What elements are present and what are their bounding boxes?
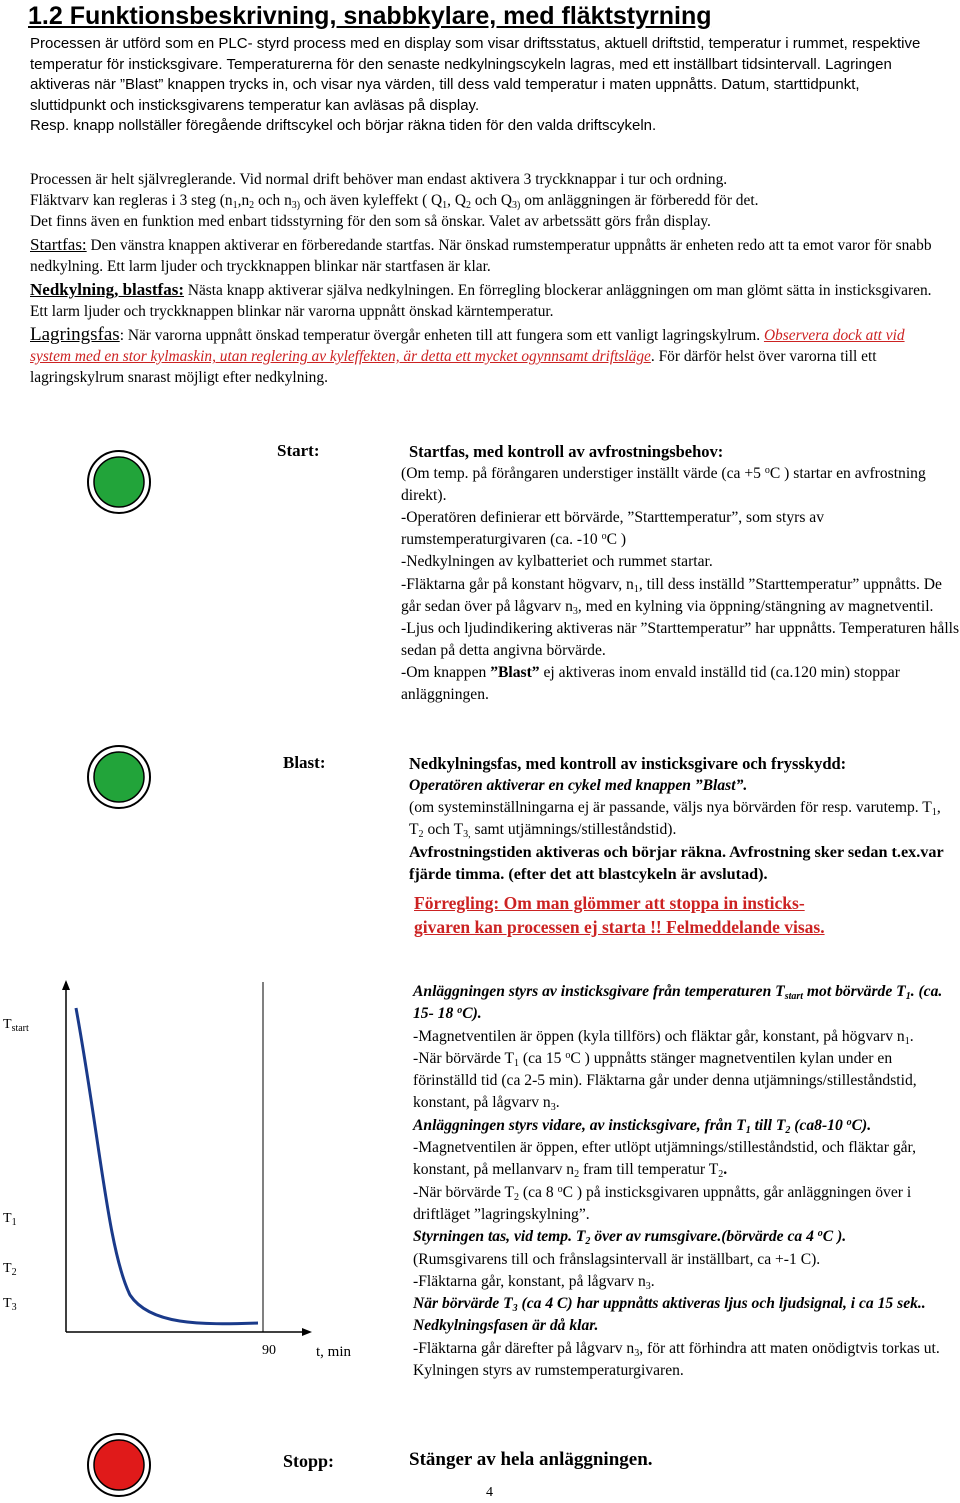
y-axis-arrow — [62, 980, 70, 990]
intro-paragraph-1: Processen är utförd som en PLC- styrd process med en display som visar driftsstatus, aktuell driftstid, temperatur i rummet, respektive temperatur för insticksgivare. Temperaturerna för den senaste nedkylningscykeln lagras, med ett inställbart tidsintervall. Lagringen aktiveras när ”Blast” knappen trycks in, och visar nya värden, till dess vald temperatur i maten uppnåtts. Datum, starttidpunkt, sluttidpunkt och insticksgivarens temperatur kan avläsas på display. — [30, 35, 921, 114]
x-axis-arrow — [302, 1328, 312, 1336]
desc-italic-3: Styrningen tas, vid temp. $T_2$ över av rumsgivare.(börvärde ca 4 $^o$C ). — [413, 1228, 847, 1248]
start-line-3: -Nedkylningen av kylbatteriet och rummet startar. — [401, 553, 713, 571]
lagringsfas-paragraph: Lagringsfas: När varorna uppnått önskad temperatur övergår enheten till att fungera som ett vanligt lagringskylrum. Observera dock att vid system med en stor kylmaskin, utan reglering av kyleffekten, är detta ett mycket ogynnsamt driftsläge. För därför helst över varorna till ett lagringskylrum snarast möjligt efter nedkylning. — [30, 324, 905, 386]
desc-line-5: (Rumsgivarens till och frånslagsintervall är inställbart, ca +-1 C). — [413, 1250, 821, 1268]
desc-line-3: -Magnetventilen är öppen, efter utlöpt utjämnings/stilleståndstid, och fläktar går, konstant, på mellanvarv $n_2$ fram till temperatur $T_2$. — [413, 1139, 917, 1181]
t2-label: $T_2$ — [3, 1261, 17, 1278]
temperature-curve — [76, 1008, 258, 1324]
blast-line-1: (om systeminställningarna ej är passande, väljs nya börvärden för resp. varutemp. $T_1$, $T_2$ och $T_{3,}$ samt utjämnings/stilleståndstid). — [409, 799, 941, 841]
startfas-paragraph: Startfas: Den vänstra knappen aktiverar en förberedande startfas. När önskad rumstemperatur uppnåtts är enheten redo att ta emot varor för snabb nedkylning. Ett larm ljuder och tryckknappen blinkar när startfasen är klar. — [30, 235, 932, 275]
intro-section — [30, 34, 935, 137]
desc-italic-4: När börvärde $T_3$ (ca 4 C) har uppnåtts aktiveras ljus och ljudsignal, i ca 15 sek.. Nedkylningsfasen är då klar. — [413, 1295, 926, 1335]
t1-label: $T_1$ — [3, 1211, 17, 1228]
interlock-warning-1: Förregling: Om man glömmer att stoppa in insticks- — [414, 892, 805, 913]
start-line-5: -Ljus och ljudindikering aktiveras när ”Starttemperatur” har uppnåtts. Temperaturen hålls sedan på detta angivna börvärde. — [401, 619, 960, 659]
process-section — [30, 169, 940, 388]
desc-italic-2: Anläggningen styrs vidare, av insticksgivare, från $T_1$ till $T_2$ (ca8-10 $^o$C). — [413, 1116, 872, 1136]
interlock-warning-2: givaren kan processen ej starta !! Felmeddelande visas. — [414, 916, 825, 937]
start-line-6: -Om knappen ”Blast” ej aktiveras inom envald inställd tid (ca.120 min) stoppar anläggningen. — [401, 663, 900, 704]
desc-line-7: -Fläktarna går därefter på lågvarv $n_3$, för att förhindra att maten onödigtvis torkas ut. Kylningen styrs av rumstemperaturgivaren. — [413, 1339, 940, 1380]
stop-button-face — [94, 1440, 144, 1490]
lagringsfas-heading: Lagringsfas — [30, 324, 120, 345]
desc-line-2: -När börvärde $T_1$ (ca 15 $^o$C ) uppnåtts stänger magnetventilen kylan under en förinställd tid (ca 2-5 min). Fläktarna går under denna utjämnings/stilleståndstid, konstant, på lågvarv $n_3$. — [413, 1049, 917, 1114]
blast-label: Blast: — [283, 753, 326, 772]
nedkylning-heading: Nedkylning, blastfas: — [30, 280, 184, 299]
blast-heading: Nedkylningsfas, med kontroll av insticksgivare och frysskydd: — [409, 754, 847, 773]
blast-button-face — [94, 752, 144, 802]
temperature-chart — [0, 980, 400, 1370]
desc-line-4: -När börvärde $T_2$ (ca 8 $^o$C ) på insticksgivaren uppnåtts, går anläggningen över i driftläget ”lagringskylning”. — [413, 1183, 912, 1223]
warning-text: Observera dock att vid system med en stor kylmaskin, utan reglering av kyleffekten, är detta ett mycket ogynnsamt driftsläge — [30, 327, 905, 365]
start-heading: Startfas, med kontroll av avfrostningsbehov: — [409, 442, 724, 461]
nedkylning-paragraph: Nedkylning, blastfas: Nästa knapp aktiverar själva nedkylningen. En förregling blockerar anläggningen om man glömt sätta in insticksgivaren. Ett larm ljuder och tryckknappen blinkar när varorna uppnått önskad kärntemperatur. — [30, 280, 932, 320]
page-title: 1.2 Funktionsbeskrivning, snabbkylare, med fläktstyrning — [28, 2, 712, 30]
desc-italic-1: Anläggningen styrs av insticksgivare från temperaturen $T_{start}$ mot börvärde $T_1$. (ca. 15- 18 $^o$C). — [413, 983, 943, 1023]
x-axis-label: t, min — [316, 1344, 352, 1360]
blast-bold: Avfrostningstiden aktiveras och börjar räkna. Avfrostning sker sedan t.ex.var fjärde timma. (efter det att blastcykeln är avslutad). — [409, 843, 944, 884]
blast-italic: Operatören aktiverar en cykel med knappen ”Blast”. — [409, 777, 748, 795]
startfas-heading: Startfas: — [30, 235, 87, 254]
start-line-1: (Om temp. på förångaren understiger inställt värde (ca +5 $^o$C ) startar en avfrostning direkt). — [401, 465, 926, 505]
blast-process-description — [413, 981, 953, 1382]
desc-line-6: -Fläktarna går, konstant, på lågvarv $n_3$. — [413, 1272, 655, 1292]
stop-button[interactable] — [86, 1432, 152, 1498]
process-line-3: Det finns även en funktion med enbart tidsstyrning för den som så önskar. Valet av arbetssätt görs från display. — [30, 213, 711, 230]
stop-label: Stopp: — [283, 1451, 335, 1471]
start-label: Start: — [277, 441, 320, 460]
tstart-label: $T_{start}$ — [3, 1017, 29, 1034]
blast-button[interactable] — [86, 744, 152, 810]
start-button-face — [94, 457, 144, 507]
x-tick-label: 90 — [262, 1343, 276, 1358]
desc-line-1: -Magnetventilen är öppen (kyla tillförs) och fläktar går, konstant, på högvarv $n_1$. — [413, 1027, 914, 1047]
start-button[interactable] — [86, 449, 152, 515]
start-description — [401, 441, 960, 706]
page-number: 4 — [486, 1485, 493, 1500]
intro-paragraph-2: Resp. knapp nollställer föregående driftscykel och börjar räkna tiden för den valda driftscykeln. — [30, 117, 657, 135]
start-line-2: -Operatören definierar ett börvärde, ”Starttemperatur”, som styrs av rumstemperaturgivaren (ca. -10 $^o$C ) — [401, 509, 825, 549]
process-line-1: Processen är helt självreglerande. Vid normal drift behöver man endast aktivera 3 tryckknappar i tur och ordning. — [30, 171, 728, 188]
stop-text: Stänger av hela anläggningen. — [409, 1449, 653, 1470]
t3-label: $T_3$ — [3, 1296, 17, 1313]
process-line-2: Fläktvarv kan regleras i 3 steg ($n_1,n_2$ och $n_{3)}$ och även kyleffekt ( $Q_1$, $Q_2$ och $Q_{3)}$ om anläggningen är förberedd för det. — [30, 192, 759, 211]
start-line-4: -Fläktarna går på konstant högvarv, $n_1$, till dess inställd ”Starttemperatur” uppnåtts. De går sedan över på lågvarv $n_3$, med en kylning via öppning/stängning av magnetventil. — [401, 575, 942, 617]
blast-description — [409, 753, 949, 939]
